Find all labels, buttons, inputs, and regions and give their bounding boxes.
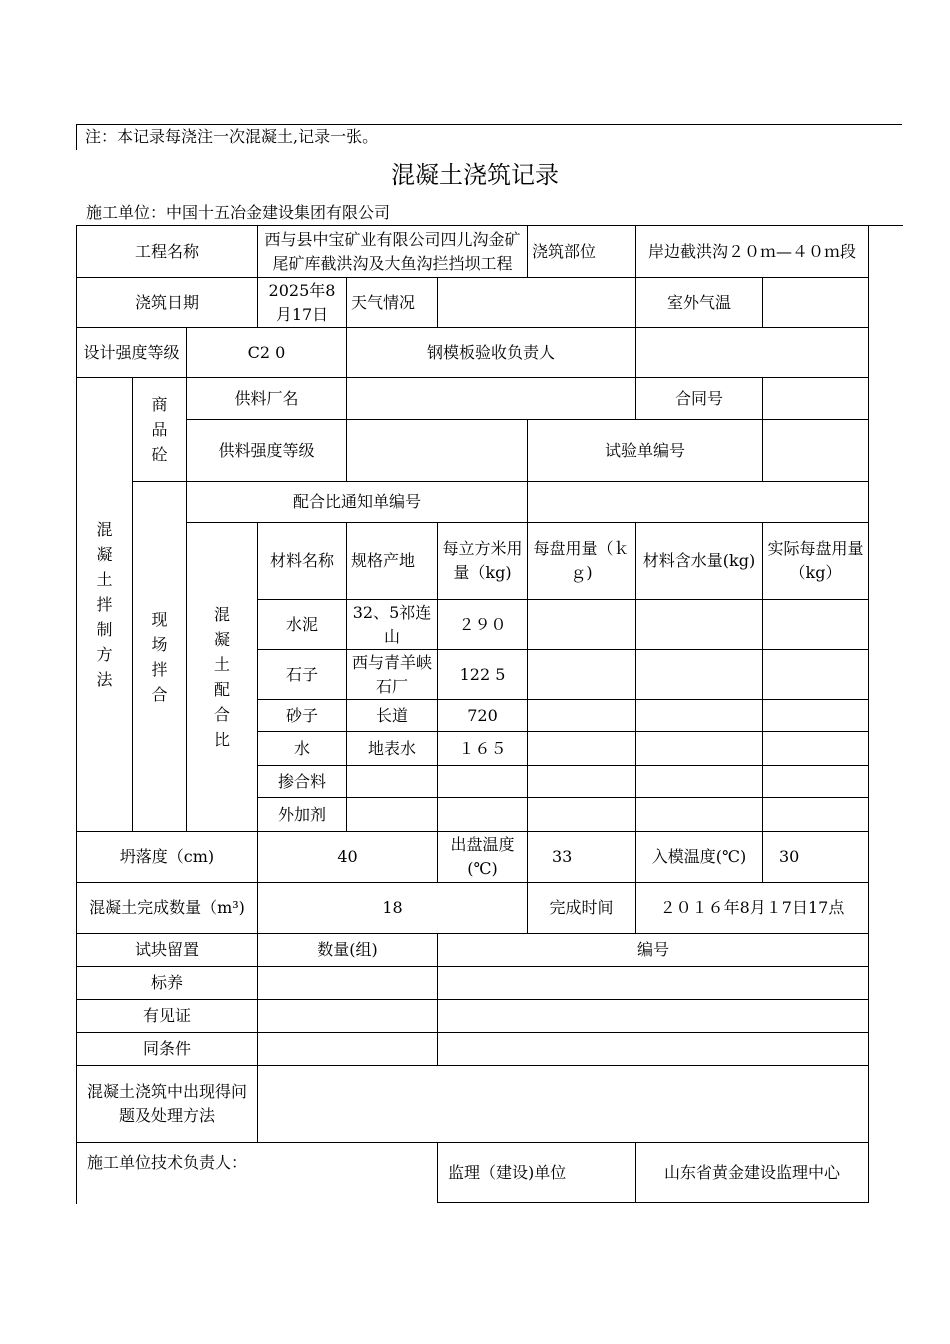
- material-moisture: [636, 732, 763, 766]
- label-commercial: [133, 378, 187, 482]
- label-project-name: 工程名称: [77, 226, 258, 278]
- material-spec: 32、5祁连山: [347, 600, 438, 650]
- material-per-m3: [438, 798, 528, 832]
- value-mix-notice-no: [528, 482, 869, 523]
- material-per-batch: [528, 600, 636, 650]
- material-per-batch: [528, 650, 636, 700]
- value-std-cure-serial: [438, 967, 869, 1000]
- label-specimen: 试块留置: [77, 934, 258, 967]
- material-per-m3: [438, 766, 528, 798]
- label-pour-location: 浇筑部位: [528, 226, 636, 278]
- value-contract-no: [763, 378, 869, 420]
- value-witness-count: [258, 1000, 438, 1033]
- value-finish-time: ２０１６年8月１7日17点: [636, 883, 869, 934]
- material-name: 水: [258, 732, 347, 766]
- value-problems: [258, 1066, 869, 1143]
- material-moisture: [636, 700, 763, 732]
- label-pour-date: 浇筑日期: [77, 278, 258, 328]
- label-design-strength: 设计强度等级: [77, 328, 187, 378]
- material-moisture: [636, 766, 763, 798]
- label-out-temp: 出盘温度(℃): [438, 832, 528, 883]
- material-moisture: [636, 798, 763, 832]
- material-name: 砂子: [258, 700, 347, 732]
- label-contract-no: 合同号: [636, 378, 763, 420]
- value-supply-strength: [347, 420, 528, 482]
- label-supervision: 监理（建设)单位: [438, 1143, 636, 1203]
- page-title: 混凝土浇筑记录: [391, 161, 559, 189]
- material-name: 外加剂: [258, 798, 347, 832]
- label-onsite-mixing: [133, 482, 187, 832]
- value-same-cond-serial: [438, 1033, 869, 1066]
- value-slump: 40: [258, 832, 438, 883]
- label-tech-lead: 施工单位技术负责人：: [77, 1143, 438, 1203]
- material-name: 掺合料: [258, 766, 347, 798]
- value-formwork-inspector: [636, 328, 869, 378]
- material-actual: [763, 798, 869, 832]
- material-actual: [763, 766, 869, 798]
- vertical-text: 现 场 拌 合: [151, 609, 168, 704]
- header-spec-origin: 规格产地: [347, 523, 438, 600]
- value-weather: [438, 278, 636, 328]
- label-outdoor-temp: 室外气温: [636, 278, 763, 328]
- vertical-text: 混 凝 土 拌 制 方 法: [96, 520, 113, 689]
- header-moisture: 材料含水量(kg): [636, 523, 763, 600]
- header-actual-batch: 实际每盘用量（kg）: [763, 523, 869, 600]
- value-quantity: 18: [258, 883, 528, 934]
- material-spec: [347, 798, 438, 832]
- label-slump: 坍落度（cm): [77, 832, 258, 883]
- label-weather: 天气情况: [347, 278, 438, 328]
- material-name: 石子: [258, 650, 347, 700]
- label-mix-ratio: [187, 523, 258, 832]
- material-per-m3: ２９０: [438, 600, 528, 650]
- material-spec: 地表水: [347, 732, 438, 766]
- label-mold-temp: 入模温度(℃): [636, 832, 763, 883]
- material-per-m3: 720: [438, 700, 528, 732]
- label-problems: 混凝土浇筑中出现得问题及处理方法: [77, 1066, 258, 1143]
- value-std-cure-count: [258, 967, 438, 1000]
- material-per-m3: １６５: [438, 732, 528, 766]
- material-per-batch: [528, 798, 636, 832]
- label-same-cond: 同条件: [77, 1033, 258, 1066]
- value-witness-serial: [438, 1000, 869, 1033]
- label-finish-time: 完成时间: [528, 883, 636, 934]
- material-actual: [763, 732, 869, 766]
- construction-unit: 施工单位：中国十五冶金建设集团有限公司: [86, 203, 391, 222]
- material-spec: 长道: [347, 700, 438, 732]
- material-moisture: [636, 650, 763, 700]
- value-project-name: 西与县中宝矿业有限公司四儿沟金矿尾矿库截洪沟及大鱼沟拦挡坝工程: [258, 226, 528, 278]
- value-pour-date: 2025年8月17日: [258, 278, 347, 328]
- vertical-text: 混 凝 土 配 合 比: [213, 605, 230, 749]
- value-supervision-name: 山东省黄金建设监理中心: [636, 1143, 869, 1203]
- material-actual: [763, 650, 869, 700]
- value-outdoor-temp: [763, 278, 869, 328]
- label-std-cure: 标养: [77, 967, 258, 1000]
- material-per-m3: 122 5: [438, 650, 528, 700]
- material-per-batch: [528, 766, 636, 798]
- note-line: 注：本记录每浇注一次混凝土,记录一张。: [76, 124, 902, 150]
- record-table: [76, 225, 903, 1204]
- label-supplier: 供料厂名: [187, 378, 347, 420]
- label-count: 数量(组): [258, 934, 438, 967]
- label-witness: 有见证: [77, 1000, 258, 1033]
- value-pour-location: 岸边截洪沟２０ｍ—４０ｍ段: [636, 226, 869, 278]
- label-mix-notice-no: 配合比通知单编号: [187, 482, 528, 523]
- label-test-sheet-no: 试验单编号: [528, 420, 763, 482]
- label-formwork-inspector: 钢模板验收负责人: [347, 328, 636, 378]
- material-actual: [763, 600, 869, 650]
- header-material-name: 材料名称: [258, 523, 347, 600]
- material-name: 水泥: [258, 600, 347, 650]
- value-out-temp: 33: [528, 832, 636, 883]
- label-mixing-method: [77, 378, 133, 832]
- material-per-batch: [528, 700, 636, 732]
- value-test-sheet-no: [763, 420, 869, 482]
- vertical-text: 商 品 砼: [151, 395, 168, 464]
- value-mold-temp: 30: [763, 832, 869, 883]
- value-design-strength: C2 0: [187, 328, 347, 378]
- material-moisture: [636, 600, 763, 650]
- material-spec: 西与青羊峡石厂: [347, 650, 438, 700]
- value-supplier: [347, 378, 636, 420]
- header-per-batch: 每盘用量（ｋｇ): [528, 523, 636, 600]
- label-quantity: 混凝土完成数量（m³): [77, 883, 258, 934]
- label-supply-strength: 供料强度等级: [187, 420, 347, 482]
- material-actual: [763, 700, 869, 732]
- value-same-cond-count: [258, 1033, 438, 1066]
- header-per-m3: 每立方米用量（kg): [438, 523, 528, 600]
- material-spec: [347, 766, 438, 798]
- material-per-batch: [528, 732, 636, 766]
- label-serial: 编号: [438, 934, 869, 967]
